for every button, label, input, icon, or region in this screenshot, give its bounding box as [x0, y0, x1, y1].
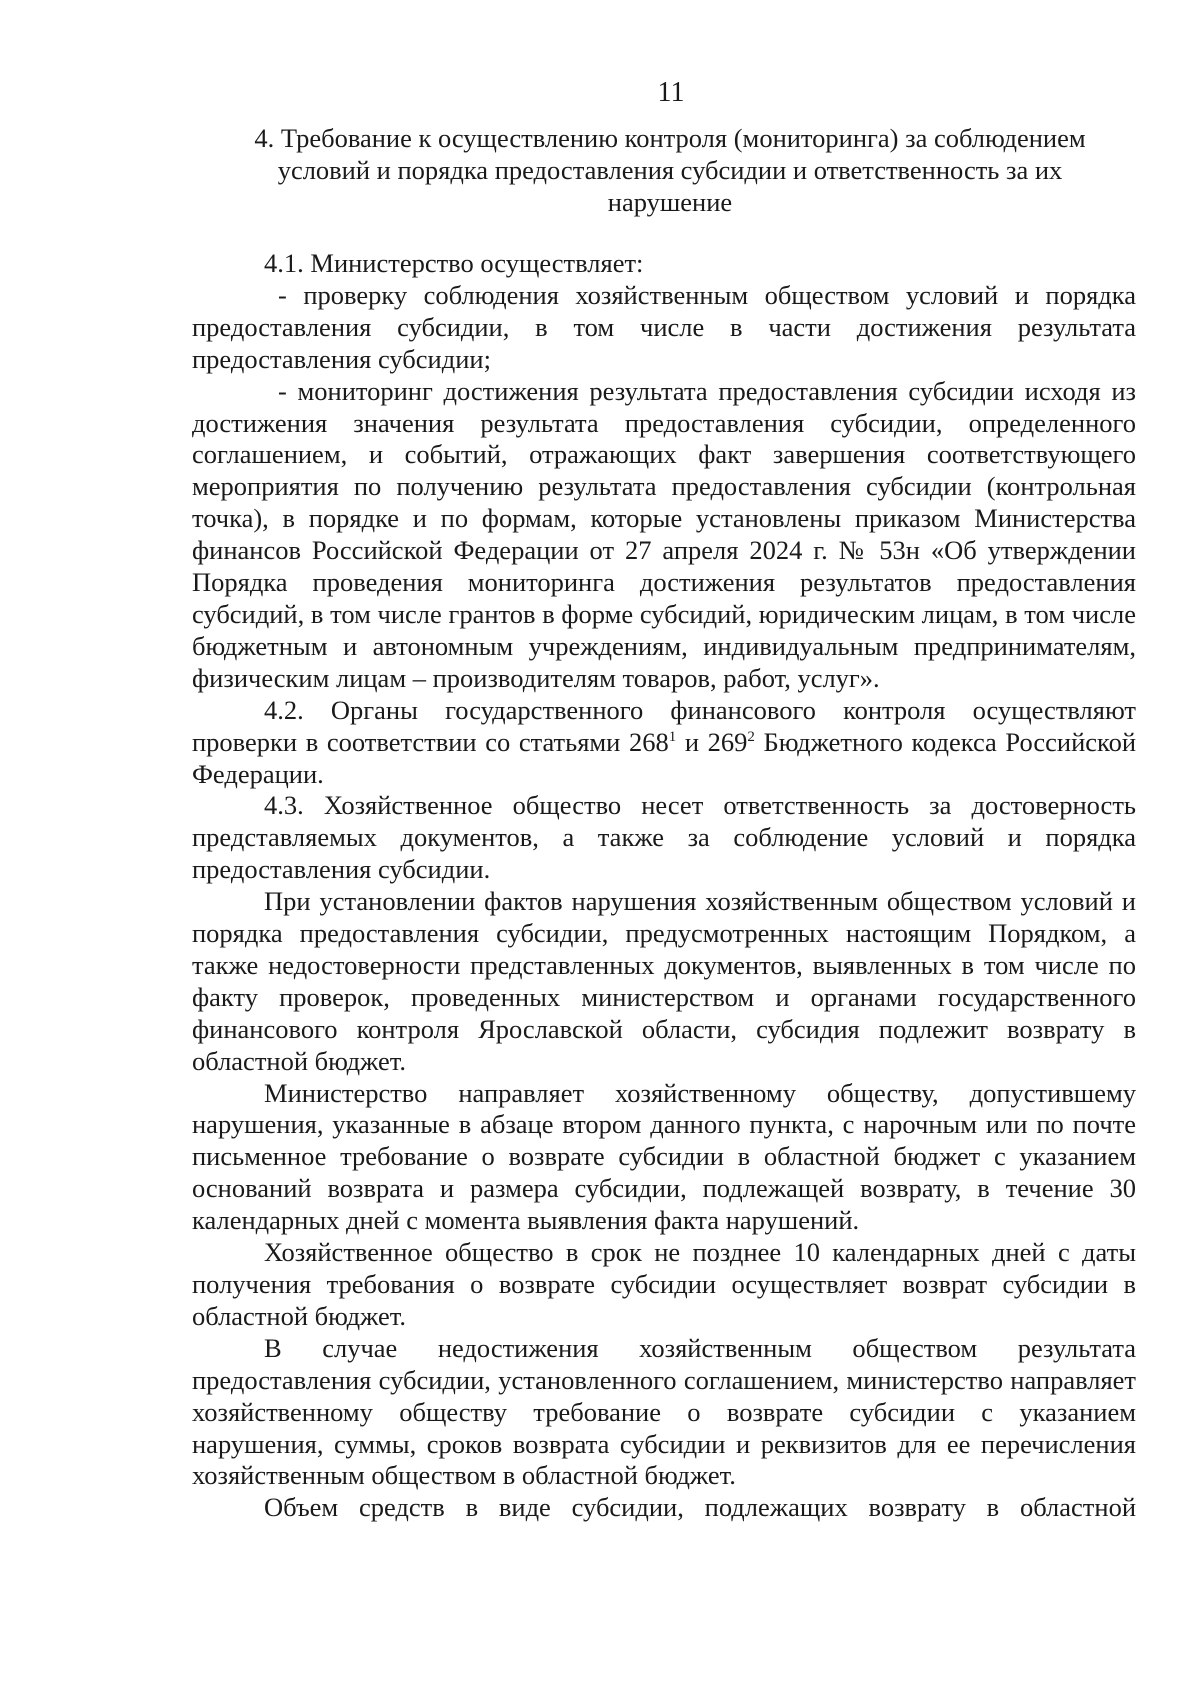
- paragraph-not-achieved: В случае недостижения хозяйственным обществом результата предоставления субсидии, установленного соглашением, министерство направляет хозяйственному обществу требование о возврате субсидии с указанием нарушения, суммы, сроков возврата субсидии и реквизитов для ее перечисления хозяйственным обществом в областной бюджет.: [192, 1332, 1136, 1491]
- paragraph-4-2-part-2: и 269: [676, 726, 748, 757]
- paragraph-volume: Объем средств в виде субсидии, подлежащих возврату в областной: [264, 1492, 1136, 1523]
- superscript-1: 1: [668, 728, 677, 745]
- superscript-2: 2: [747, 728, 755, 745]
- paragraph-ministry-sends: Министерство направляет хозяйственному обществу, допустившему нарушения, указанные в абзаце втором данного пункта, с нарочным или по почте письменное требование о возврате субсидии в областной бюджет с указанием оснований возврата и размера субсидии, подлежащей возврату, в течение 30 календарных дней с момента выявления факта нарушений.: [192, 1077, 1136, 1236]
- paragraph-4-3: 4.3. Хозяйственное общество несет ответственность за достоверность представляемых документов, а также за соблюдение условий и порядка предоставления субсидии.: [192, 790, 1136, 885]
- document-body: [192, 248, 1136, 1524]
- heading-line-2: условий и порядка предоставления субсидии и ответственность за их: [277, 155, 1063, 185]
- paragraph-4-2-part-3: Бюджетного кодекса Российской Федерации.: [192, 726, 1137, 789]
- heading-line-1: 4. Требование к осуществлению контроля (мониторинга) за соблюдением: [254, 123, 1086, 153]
- paragraph-4-1-item-2: - мониторинг достижения результата предоставления субсидии исходя из достижения значения результата предоставления субсидии, определенного соглашением, и событий, отражающих факт завершения соответствующего мероприятия по получению результата предоставления субсидии (контрольная точка), в порядке и по формам, которые установлены приказом Министерства финансов Российской Федерации от 27 апреля 2024 г. № 53н «Об утверждении Порядка проведения мониторинга достижения результатов предоставления субсидий, в том числе грантов в форме субсидий, юридическим лицам, в том числе бюджетным и автономным учреждениям, индивидуальным предпринимателям, физическим лицам – производителям товаров, работ, услуг».: [192, 375, 1136, 693]
- paragraph-4-2-part-1: 4.2. Органы государственного финансового контроля осуществляют проверки в соответствии со статьями 268: [192, 694, 1136, 757]
- paragraph-violations: При установлении фактов нарушения хозяйственным обществом условий и порядка предоставления субсидии, предусмотренных настоящим Порядком, а также недостоверности представленных документов, выявленных в том числе по факту проверок, проведенных министерством и органами государственного финансового контроля Ярославской области, субсидия подлежит возврату в областной бюджет.: [192, 886, 1136, 1076]
- section-heading: [210, 122, 1130, 218]
- paragraph-return-term: Хозяйственное общество в срок не позднее 10 календарных дней с даты получения требования о возврате субсидии осуществляет возврат субсидии в областной бюджет.: [192, 1237, 1136, 1331]
- heading-line-3: нарушение: [607, 187, 733, 217]
- paragraph-4-2: [192, 695, 1136, 791]
- page-number: 11: [657, 77, 685, 108]
- paragraph-4-1-item-1: - проверку соблюдения хозяйственным обществом условий и порядка предоставления субсидии, в том числе в части достижения результата предоставления субсидии;: [192, 279, 1136, 374]
- paragraph-4-1-intro: 4.1. Министерство осуществляет:: [264, 248, 644, 278]
